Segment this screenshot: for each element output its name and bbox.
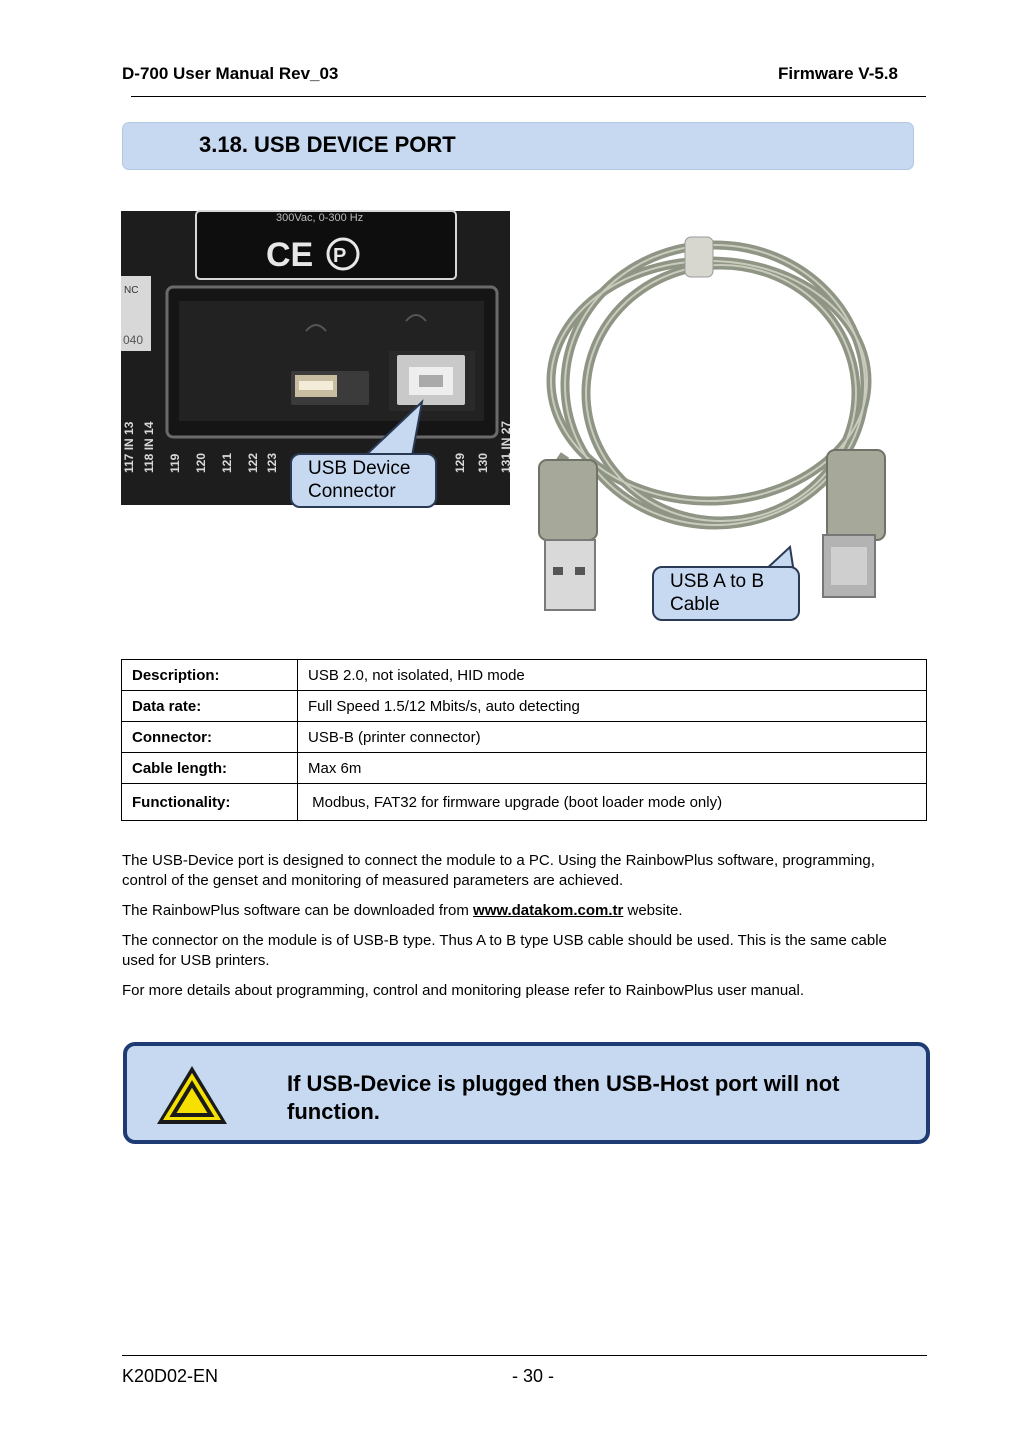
datakom-website-link[interactable]: www.datakom.com.tr <box>473 902 624 919</box>
paragraph-text: website. <box>623 902 683 919</box>
table-row <box>122 753 927 784</box>
header-divider <box>131 96 926 97</box>
svg-text:NC: NC <box>124 285 139 296</box>
header-firmware: Firmware V-5.8 <box>777 64 898 83</box>
svg-text:CE: CE <box>266 236 314 274</box>
section-title: 3.18. USB DEVICE PORT <box>199 132 456 157</box>
paragraph: For more details about programming, control and monitoring please refer to RainbowPlus user manual. <box>122 982 805 999</box>
callout-line: USB Device <box>308 458 411 479</box>
terminal-label: 131 IN 27 <box>499 420 513 473</box>
terminal-label: 123 <box>265 452 279 473</box>
usb-spec-table <box>121 659 927 821</box>
terminal-label: 120 <box>194 452 208 473</box>
paragraph: The USB-Device port is designed to connect the module to a PC. Using the RainbowPlus software, programming, control of the genset and monitoring of measured parameters are achieved. <box>122 852 875 889</box>
spec-value: Max 6m <box>298 753 927 784</box>
spec-key: Data rate: <box>122 691 298 722</box>
terminal-label: 121 <box>220 452 234 473</box>
header-manual-title: D-700 User Manual Rev_03 <box>122 64 339 83</box>
terminal-label: 122 <box>246 452 260 473</box>
terminal-label: 119 <box>168 453 182 473</box>
footer-doc-code: K20D02-EN <box>122 1366 219 1386</box>
paragraph: The connector on the module is of USB-B type. Thus A to B type USB cable should be used. This is the same cable used for USB printers. <box>122 932 887 969</box>
terminal-label: 117 IN 13 <box>122 421 136 473</box>
spec-value: Modbus, FAT32 for firmware upgrade (boot loader mode only) <box>298 784 927 821</box>
svg-text:P: P <box>333 245 347 267</box>
warning-message: If USB-Device is plugged then USB-Host port will not function. <box>287 1071 840 1124</box>
terminal-label: 129 <box>453 452 467 473</box>
spec-key: Cable length: <box>122 753 298 784</box>
warning-box <box>123 1042 930 1144</box>
callout-line: USB A to B <box>670 571 764 592</box>
spec-key: Functionality: <box>122 784 298 821</box>
paragraph-text: The RainbowPlus software can be downloaded from <box>122 902 474 919</box>
table-row <box>122 784 927 821</box>
spec-value: Full Speed 1.5/12 Mbits/s, auto detecting <box>298 691 927 722</box>
callout-line: Connector <box>308 481 396 502</box>
svg-text:300Vac, 0-300 Hz: 300Vac, 0-300 Hz <box>276 212 364 224</box>
spec-key: Description: <box>122 660 298 691</box>
spec-value: USB 2.0, not isolated, HID mode <box>298 660 927 691</box>
spec-value: USB-B (printer connector) <box>298 722 927 753</box>
spec-key: Connector: <box>122 722 298 753</box>
section-heading-bar <box>122 122 914 170</box>
paragraph <box>122 901 922 921</box>
terminal-label: 130 <box>476 452 490 473</box>
terminal-label: 118 IN 14 <box>142 421 156 473</box>
usb-device-connector-callout <box>290 453 437 508</box>
svg-text:040: 040 <box>123 333 144 347</box>
usb-cable-callout <box>652 566 800 621</box>
callout-pointer <box>330 398 430 458</box>
body-text <box>122 851 922 1011</box>
table-row <box>122 691 927 722</box>
usb-cable-photo <box>525 235 905 620</box>
page-header <box>122 64 898 84</box>
warning-triangle-icon <box>155 1064 229 1131</box>
footer-page-number: - 30 - <box>512 1366 555 1386</box>
table-row <box>122 660 927 691</box>
table-row <box>122 722 927 753</box>
callout-line: Cable <box>670 594 720 615</box>
footer-divider <box>122 1355 927 1356</box>
